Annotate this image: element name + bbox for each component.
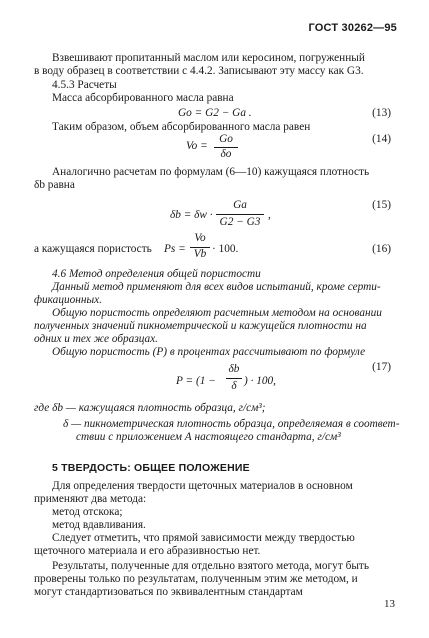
def-line1: где δb — кажущаяся плотность образца, г/см³; xyxy=(34,402,266,414)
eq17-tail: ) · 100, xyxy=(244,375,277,387)
s46-line5: одних и тех же образцах. xyxy=(34,333,158,345)
eq14-number: (14) xyxy=(372,133,391,145)
eq17-lhs: P = (1 − xyxy=(176,375,216,387)
s46-line1: Данный метод применяют для всех видов испытаний, кроме серти- xyxy=(52,281,381,293)
s5-line8: проверены только по результатам, полученным этим же методом, и xyxy=(34,573,358,585)
eq16-tail: · 100. xyxy=(212,243,239,255)
eq15-lhs: δb = δw · xyxy=(170,209,213,221)
eq16-text: а кажущаяся пористость xyxy=(34,243,152,255)
s5-line7: Результаты, полученные для отдельно взятого метода, могут быть xyxy=(52,560,370,572)
eq14-denominator: δo xyxy=(220,148,232,160)
eq17-numerator: δb xyxy=(228,363,240,375)
eq17-number: (17) xyxy=(372,361,391,373)
eq15-intro-line1: Аналогично расчетам по формулам (6—10) кажущаяся плотность xyxy=(52,166,370,178)
s5-line6: щеточного материала и его абразивностью нет. xyxy=(34,545,261,557)
s46-line6: Общую пористость (P) в процентах рассчитывают по формуле xyxy=(52,346,366,358)
eq17-fraction-bar xyxy=(226,378,242,379)
eq16-lhs: Ps = xyxy=(164,243,186,255)
section-5-title: 5 ТВЕРДОСТЬ: ОБЩЕЕ ПОЛОЖЕНИЕ xyxy=(52,462,250,474)
standard-code: ГОСТ 30262—95 xyxy=(308,22,397,34)
eq15-denominator: G2 − G3 xyxy=(219,216,261,228)
eq14-intro: Таким образом, объем абсорбированного масла равен xyxy=(52,121,311,133)
eq16-numerator: Vo xyxy=(194,232,206,244)
page-number: 13 xyxy=(384,598,395,610)
eq15-intro-line2: δb равна xyxy=(34,179,75,191)
eq16-number: (16) xyxy=(372,243,391,255)
s5-line4: метод вдавливания. xyxy=(52,519,146,531)
def-line3: ствии с приложением А настоящего стандарта, г/см³ xyxy=(76,431,341,443)
eq13-number: (13) xyxy=(372,107,391,119)
eq16-denominator: Vb xyxy=(193,248,207,260)
s5-line3: метод отскока; xyxy=(52,506,123,518)
def-line2: δ — пикнометрическая плотность образца, определяемая в соответ- xyxy=(63,418,400,430)
eq15-number: (15) xyxy=(372,199,391,211)
para1-line1: Взвешивают пропитанный маслом или керосином, погруженный xyxy=(52,52,365,64)
mass-intro: Масса абсорбированного масла равна xyxy=(52,92,234,104)
para1-line2: в воду образец в соответствии с 4.4.2. Записывают эту массу как G3. xyxy=(34,65,364,77)
eq17-denominator: δ xyxy=(231,380,237,392)
eq14-lhs: Vo = xyxy=(186,140,208,152)
section-46-heading: 4.6 Метод определения общей пористости xyxy=(52,268,261,280)
eq15-fraction-bar xyxy=(216,214,264,215)
s46-line2: фикационных. xyxy=(34,294,102,306)
section-453-heading: 4.5.3 Расчеты xyxy=(52,79,117,91)
eq13-formula: Go = G2 − Ga . xyxy=(178,107,252,119)
s5-line5: Следует отметить, что прямой зависимости между твердостью xyxy=(52,532,355,544)
s5-line2: применяют два метода: xyxy=(34,493,147,505)
s5-line9: могут стандартизоваться по эквивалентным стандартам xyxy=(34,586,303,598)
eq15-numerator: Ga xyxy=(233,199,247,211)
s5-line1: Для определения твердости щеточных материалов в основном xyxy=(52,480,353,492)
s46-line4: полученных значений пикнометрической и кажущейся плотности на xyxy=(34,320,367,332)
eq14-numerator: Go xyxy=(219,133,233,145)
s46-line3: Общую пористость определяют расчетным методом на основании xyxy=(52,307,382,319)
eq15-tail: , xyxy=(268,209,271,221)
